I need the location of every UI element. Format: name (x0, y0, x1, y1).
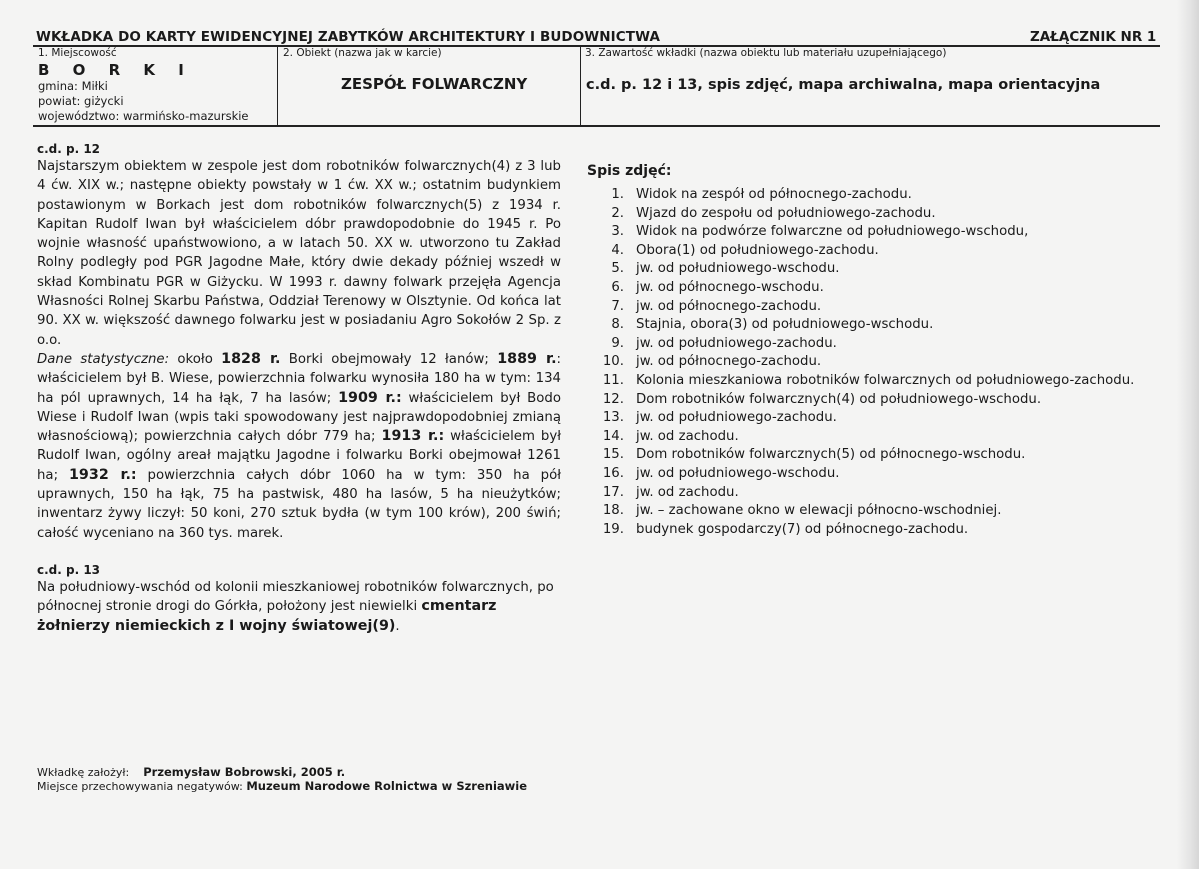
wojewodztwo: województwo: warmińsko-mazurskie (38, 109, 249, 123)
photo-list-item (594, 260, 1134, 279)
author-name: Przemysław Bobrowski, 2005 r. (143, 765, 346, 779)
cemetery-text: Na południowy-wschód od kolonii mieszkaniowej robotników folwarcznych, po północnej stronie drogi do Górkła, położony jest niewielki (37, 580, 554, 615)
photo-list-item (594, 465, 1134, 484)
photo-list-item (594, 428, 1134, 447)
scan-edge (1177, 0, 1199, 869)
photo-list-item (594, 521, 1134, 540)
content-label: 3. Zawartość wkładki (nazwa obiektu lub materiału uzupełniającego) (585, 47, 947, 59)
photo-number: 9. (611, 335, 624, 351)
photo-description: Obora(1) od południowego-zachodu. (636, 242, 879, 258)
gmina: gmina: Miłki (38, 79, 108, 93)
photo-number: 7. (611, 298, 624, 314)
photo-description: Stajnia, obora(3) od południowego-wschodu. (636, 317, 934, 333)
storage-name: Muzeum Narodowe Rolnictwa w Szreniawie (246, 779, 528, 793)
object-label: 2. Obiekt (nazwa jak w karcie) (283, 47, 442, 59)
photo-number: 19. (602, 521, 624, 537)
photo-number: 3. (611, 224, 624, 240)
photo-list-item (594, 391, 1134, 410)
photo-number: 11. (602, 372, 624, 388)
photo-list-item (594, 446, 1134, 465)
year-1889: 1889 r. (497, 350, 557, 367)
photo-description: Dom robotników folwarcznych(4) od południowego-wschodu. (636, 391, 1042, 407)
photo-number: 8. (611, 317, 624, 333)
stats-text: właścicielem był Rudolf Iwan, ogólny areał majątku Jagodne i folwarku Borki obejmował 1261 ha; (37, 429, 561, 483)
photo-number: 16. (602, 465, 624, 481)
photo-description: jw. – zachowane okno w elewacji północno-wschodniej. (636, 503, 1002, 519)
year-1828: 1828 r. (221, 350, 281, 367)
photo-description: Dom robotników folwarcznych(5) od północnego-wschodu. (636, 447, 1026, 463)
photo-number: 18. (602, 503, 624, 519)
section-13-label: c.d. p. 13 (37, 563, 101, 577)
section-13-text (37, 578, 561, 636)
photo-description: jw. od zachodu. (636, 484, 739, 500)
photo-description: jw. od północnego-wschodu. (636, 279, 824, 295)
object-name: ZESPÓŁ FOLWARCZNY (341, 75, 528, 93)
photo-description: budynek gospodarczy(7) od północnego-zachodu. (636, 521, 969, 537)
photo-list-item (594, 484, 1134, 503)
photo-number: 14. (602, 428, 624, 444)
photo-list-title: Spis zdjęć: (587, 163, 672, 179)
author-label: Wkładkę założył: (37, 766, 130, 779)
stats-text: właścicielem był Bodo Wiese i Rudolf Iwan (wpis taki spowodowany jest najprawdopodobniej zmianą własnościową); powierzchnia całych dóbr 779 ha; (37, 390, 561, 445)
photo-number: 5. (611, 261, 624, 277)
storage-label: Miejsce przechowywania negatywów: (37, 780, 243, 793)
year-1932: 1932 r.: (68, 466, 137, 483)
photo-number: 13. (602, 410, 624, 426)
photo-list-item (594, 242, 1134, 261)
photo-list-item (594, 186, 1134, 205)
column-divider-1 (277, 45, 278, 126)
stats-text: : właścicielem był B. Wiese, powierzchnia folwarku wynosiła 180 ha w tym: 134 ha pól uprawnych, 14 ha łąk, 7 ha lasów; (37, 351, 561, 406)
location-name: B O R K I (38, 61, 193, 79)
stats-text: powierzchnia całych dóbr 1060 ha w tym: 350 ha pół uprawnych, 150 ha łąk, 75 ha pastwisk, 480 ha lasów, 5 ha nieużytków; inwentarz żywy liczył: 50 koni, 270 sztuk bydła (w tym 100 krów), 200 świń; całość wyceniano na 360 tys. marek. (37, 467, 561, 541)
photo-number: 10. (602, 354, 624, 370)
photo-list-item (594, 298, 1134, 317)
photo-description: Wjazd do zespołu od południowego-zachodu. (636, 205, 936, 221)
document-title: WKŁADKA DO KARTY EWIDENCYJNEJ ZABYTKÓW ARCHITEKTURY I BUDOWNICTWA (36, 29, 661, 45)
footer-author (37, 765, 345, 779)
photo-list-item (594, 335, 1134, 354)
photo-number: 4. (611, 242, 624, 258)
section-12-label: c.d. p. 12 (37, 142, 101, 156)
photo-description: jw. od południowego-zachodu. (636, 335, 837, 351)
photo-description: Kolonia mieszkaniowa robotników folwarcznych od południowego-zachodu. (636, 372, 1135, 388)
stats-text: około (169, 351, 222, 367)
photo-number: 1. (611, 187, 624, 202)
content-name: c.d. p. 12 i 13, spis zdjęć, mapa archiwalna, mapa orientacyjna (586, 77, 1101, 93)
stats-label: Dane statystyczne: (37, 351, 170, 367)
year-1913: 1913 r.: (381, 428, 445, 445)
annex-number: ZAŁĄCZNIK NR 1 (1030, 29, 1157, 45)
photo-list-item (594, 353, 1134, 372)
photo-list-item (594, 279, 1134, 298)
year-1909: 1909 r.: (338, 389, 402, 406)
photo-list-item (594, 205, 1134, 224)
column-divider-2 (580, 45, 581, 126)
photo-list-item (594, 223, 1134, 242)
photo-list-item (594, 502, 1134, 521)
location-label: 1. Miejscowość (38, 47, 117, 59)
cemetery-text-end: . (395, 618, 400, 634)
photo-number: 2. (611, 205, 624, 221)
powiat: powiat: giżycki (38, 94, 124, 108)
footer-storage (37, 779, 527, 793)
photo-list-item (594, 409, 1134, 428)
photo-number: 17. (602, 484, 624, 500)
photo-description: jw. od południowego-wschodu. (636, 261, 840, 277)
photo-description: jw. od północnego-zachodu. (636, 354, 822, 370)
photo-list-item (594, 372, 1134, 391)
photo-number: 15. (602, 447, 624, 463)
photo-number: 12. (602, 391, 624, 407)
photo-description: jw. od północnego-zachodu. (636, 298, 822, 314)
photo-list (594, 186, 1134, 539)
photo-description: jw. od południowego-zachodu. (636, 410, 837, 426)
photo-description: Widok na podwórze folwarczne od południowego-wschodu, (636, 224, 1029, 240)
photo-list-item (594, 316, 1134, 335)
section-12-history (37, 157, 561, 543)
photo-number: 6. (611, 279, 624, 295)
photo-description: Widok na zespół od północnego-zachodu. (636, 187, 912, 202)
history-text: Najstarszym obiektem w zespole jest dom robotników folwarcznych(4) z 3 lub 4 ćw. XIX w.; następne obiekty powstały w 1 ćw. XX w.; ostatnim budynkiem postawionym w Borkach jest dom robotników folwarcznych(5) z 1934 r. Kapitan Rudolf Iwan był właścicielem dóbr prawdopodobnie do 1945 r. Po wojnie własność upaństwowiono, a w latach 50. XX w. utworzono tu Zakład Rolny podległy pod PGR Jagodne Małe, który dwie dekady później wszedł w skład Kombinatu PGR w Giżycku. W 1993 r. dawny folwark przejęła Agencja Własności Rolnej Skarbu Państwa, Oddział Terenowy w Olsztynie. Od końca lat 90. XX w. większość dawnego folwarku jest w posiadaniu Agro Sokołów 2 Sp. z o.o. (37, 159, 561, 348)
photo-description: jw. od południowego-wschodu. (636, 465, 840, 481)
stats-text: Borki obejmowały 12 łanów; (280, 351, 498, 367)
photo-description: jw. od zachodu. (636, 428, 739, 444)
cemetery-name: cmentarz żołnierzy niemieckich z I wojny światowej(9) (37, 598, 497, 634)
table-bottom-rule (33, 125, 1160, 127)
